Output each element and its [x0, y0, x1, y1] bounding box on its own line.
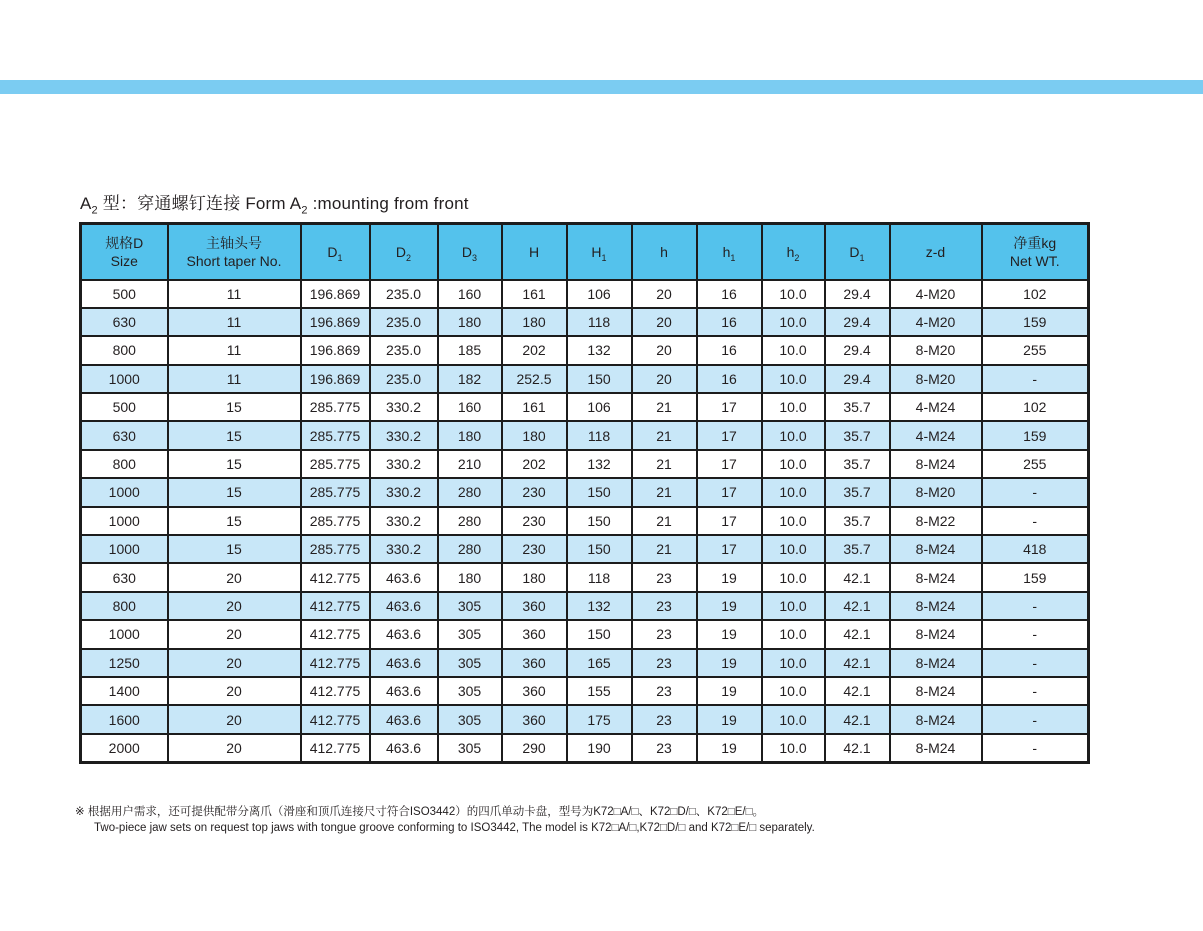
table-cell: 16: [697, 365, 762, 393]
table-cell: 11: [168, 280, 301, 308]
table-cell: 8-M24: [890, 734, 982, 762]
table-cell: 463.6: [370, 592, 438, 620]
table-cell: 2000: [81, 734, 168, 762]
table-cell: 19: [697, 592, 762, 620]
table-cell: 10.0: [762, 705, 825, 733]
table-cell: 23: [632, 705, 697, 733]
table-cell: 17: [697, 535, 762, 563]
table-row: [81, 592, 1089, 620]
table-cell: 330.2: [370, 450, 438, 478]
table-cell: 252.5: [502, 365, 567, 393]
table-cell: 35.7: [825, 421, 890, 449]
table-cell: 180: [438, 563, 502, 591]
table-cell: 10.0: [762, 450, 825, 478]
footnote-en: Two-piece jaw sets on request top jaws with tongue groove conforming to ISO3442, The model is K72□A/□,K72□D/□ and K72□E/□ separately.: [94, 822, 815, 834]
table-cell: 8-M24: [890, 592, 982, 620]
table-cell: 19: [697, 705, 762, 733]
table-cell: 4-M24: [890, 421, 982, 449]
table-cell: 159: [982, 308, 1089, 336]
table-cell: 21: [632, 450, 697, 478]
table-cell: -: [982, 507, 1089, 535]
table-cell: 10.0: [762, 421, 825, 449]
table-cell: 10.0: [762, 563, 825, 591]
table-cell: 180: [438, 308, 502, 336]
table-row: [81, 478, 1089, 506]
table-cell: 17: [697, 393, 762, 421]
table-cell: 800: [81, 592, 168, 620]
table-cell: 17: [697, 478, 762, 506]
table-cell: 305: [438, 677, 502, 705]
table-cell: 8-M24: [890, 677, 982, 705]
table-cell: 235.0: [370, 365, 438, 393]
table-cell: 196.869: [301, 280, 370, 308]
table-cell: 20: [168, 734, 301, 762]
table-cell: 150: [567, 507, 632, 535]
footnote: [75, 804, 815, 836]
table-cell: 412.775: [301, 677, 370, 705]
table-cell: 463.6: [370, 649, 438, 677]
table-cell: 10.0: [762, 308, 825, 336]
table-cell: -: [982, 365, 1089, 393]
table-cell: 23: [632, 592, 697, 620]
table-row: [81, 649, 1089, 677]
table-cell: 10.0: [762, 336, 825, 364]
table-cell: 412.775: [301, 620, 370, 648]
table-cell: 20: [632, 336, 697, 364]
table-cell: 102: [982, 393, 1089, 421]
table-cell: 16: [697, 308, 762, 336]
table-cell: 630: [81, 421, 168, 449]
table-cell: 360: [502, 592, 567, 620]
table-cell: 8-M24: [890, 649, 982, 677]
table-cell: 132: [567, 450, 632, 478]
table-cell: 280: [438, 478, 502, 506]
table-cell: 15: [168, 421, 301, 449]
table-cell: 132: [567, 336, 632, 364]
table-cell: 4-M20: [890, 280, 982, 308]
table-cell: -: [982, 649, 1089, 677]
table-cell: 305: [438, 734, 502, 762]
table-cell: 180: [502, 308, 567, 336]
table-cell: 8-M24: [890, 535, 982, 563]
table-cell: 305: [438, 649, 502, 677]
table-cell: 180: [502, 563, 567, 591]
column-header: 主轴头号 Short taper No.: [168, 224, 301, 280]
table-row: [81, 507, 1089, 535]
column-header: $H_1$: [567, 224, 632, 280]
table-cell: 10.0: [762, 393, 825, 421]
table-row: [81, 705, 1089, 733]
table-cell: 285.775: [301, 535, 370, 563]
table-cell: 330.2: [370, 393, 438, 421]
table-cell: 159: [982, 563, 1089, 591]
table-cell: 630: [81, 563, 168, 591]
table-cell: 8-M24: [890, 705, 982, 733]
table-cell: 1000: [81, 478, 168, 506]
column-header: $D_2$: [370, 224, 438, 280]
table-cell: 330.2: [370, 507, 438, 535]
table-cell: 800: [81, 450, 168, 478]
table-cell: 1400: [81, 677, 168, 705]
table-cell: 285.775: [301, 393, 370, 421]
table-cell: 8-M20: [890, 365, 982, 393]
table-cell: 230: [502, 535, 567, 563]
table-cell: 19: [697, 563, 762, 591]
table-cell: -: [982, 705, 1089, 733]
table-cell: 630: [81, 308, 168, 336]
table-cell: 21: [632, 507, 697, 535]
table-cell: 42.1: [825, 705, 890, 733]
table-cell: 155: [567, 677, 632, 705]
column-header: h: [632, 224, 697, 280]
table-cell: 190: [567, 734, 632, 762]
table-cell: 118: [567, 421, 632, 449]
table-cell: 150: [567, 620, 632, 648]
table-cell: 463.6: [370, 734, 438, 762]
table-cell: 20: [168, 677, 301, 705]
table-cell: 196.869: [301, 336, 370, 364]
table-cell: 42.1: [825, 734, 890, 762]
table-cell: 160: [438, 280, 502, 308]
table-cell: 10.0: [762, 535, 825, 563]
table-cell: 418: [982, 535, 1089, 563]
table-cell: 21: [632, 535, 697, 563]
table-cell: 280: [438, 535, 502, 563]
table-cell: 180: [438, 421, 502, 449]
table-cell: 19: [697, 620, 762, 648]
table-row: [81, 563, 1089, 591]
table-cell: 15: [168, 393, 301, 421]
table-cell: 10.0: [762, 592, 825, 620]
table-cell: 35.7: [825, 393, 890, 421]
table-cell: 20: [168, 620, 301, 648]
table-cell: 150: [567, 535, 632, 563]
table-cell: 360: [502, 705, 567, 733]
table-cell: 235.0: [370, 336, 438, 364]
table-row: [81, 620, 1089, 648]
table-cell: 11: [168, 308, 301, 336]
table-cell: 255: [982, 336, 1089, 364]
table-cell: 8-M22: [890, 507, 982, 535]
table-cell: 196.869: [301, 365, 370, 393]
spec-table-container: [79, 222, 1090, 764]
column-header: 规格D Size: [81, 224, 168, 280]
table-row: [81, 677, 1089, 705]
table-cell: 10.0: [762, 365, 825, 393]
table-row: [81, 308, 1089, 336]
table-cell: 29.4: [825, 365, 890, 393]
table-row: [81, 393, 1089, 421]
table-cell: 10.0: [762, 507, 825, 535]
table-cell: 161: [502, 393, 567, 421]
table-cell: 412.775: [301, 705, 370, 733]
table-cell: 11: [168, 365, 301, 393]
table-cell: 360: [502, 677, 567, 705]
table-cell: 1250: [81, 649, 168, 677]
column-header: $D_1$: [825, 224, 890, 280]
table-cell: 463.6: [370, 620, 438, 648]
table-cell: 15: [168, 450, 301, 478]
table-cell: 175: [567, 705, 632, 733]
spec-table-body: [81, 280, 1089, 763]
table-cell: 8-M24: [890, 450, 982, 478]
table-cell: 21: [632, 421, 697, 449]
table-row: [81, 365, 1089, 393]
table-cell: 102: [982, 280, 1089, 308]
table-row: [81, 734, 1089, 762]
table-cell: 160: [438, 393, 502, 421]
table-cell: 4-M24: [890, 393, 982, 421]
table-cell: 23: [632, 649, 697, 677]
table-cell: 21: [632, 393, 697, 421]
table-row: [81, 280, 1089, 308]
table-cell: 8-M20: [890, 478, 982, 506]
table-cell: 360: [502, 649, 567, 677]
table-cell: 500: [81, 393, 168, 421]
table-row: [81, 535, 1089, 563]
table-cell: 29.4: [825, 280, 890, 308]
table-cell: 11: [168, 336, 301, 364]
column-header: $h_2$: [762, 224, 825, 280]
table-cell: 305: [438, 620, 502, 648]
table-cell: 235.0: [370, 308, 438, 336]
page-title: $A_2$ 型：穿通螺钉连接 Form $A_2$ :mounting from front: [80, 194, 469, 217]
header-row: [81, 224, 1089, 280]
table-cell: 285.775: [301, 421, 370, 449]
table-cell: 330.2: [370, 421, 438, 449]
table-cell: 10.0: [762, 734, 825, 762]
table-cell: 21: [632, 478, 697, 506]
table-cell: 305: [438, 592, 502, 620]
table-cell: 10.0: [762, 649, 825, 677]
table-cell: 165: [567, 649, 632, 677]
table-cell: 10.0: [762, 677, 825, 705]
table-cell: 185: [438, 336, 502, 364]
table-cell: 42.1: [825, 677, 890, 705]
spec-table: [79, 222, 1090, 764]
table-row: [81, 421, 1089, 449]
table-cell: 255: [982, 450, 1089, 478]
table-cell: 15: [168, 478, 301, 506]
table-cell: 202: [502, 450, 567, 478]
table-cell: 150: [567, 365, 632, 393]
table-cell: 20: [632, 365, 697, 393]
table-cell: 35.7: [825, 535, 890, 563]
table-row: [81, 336, 1089, 364]
table-cell: 29.4: [825, 308, 890, 336]
table-cell: 290: [502, 734, 567, 762]
table-cell: 23: [632, 677, 697, 705]
table-cell: 19: [697, 734, 762, 762]
column-header: $D_3$: [438, 224, 502, 280]
table-cell: 305: [438, 705, 502, 733]
table-cell: 20: [168, 705, 301, 733]
table-cell: 463.6: [370, 677, 438, 705]
table-cell: 23: [632, 620, 697, 648]
table-cell: 412.775: [301, 734, 370, 762]
table-cell: 1000: [81, 507, 168, 535]
table-cell: 132: [567, 592, 632, 620]
column-header: z-d: [890, 224, 982, 280]
table-cell: 230: [502, 478, 567, 506]
table-cell: 182: [438, 365, 502, 393]
table-cell: 10.0: [762, 478, 825, 506]
table-cell: 280: [438, 507, 502, 535]
column-header: H: [502, 224, 567, 280]
table-cell: 159: [982, 421, 1089, 449]
column-header: $h_1$: [697, 224, 762, 280]
table-cell: -: [982, 478, 1089, 506]
table-cell: -: [982, 734, 1089, 762]
table-cell: 463.6: [370, 705, 438, 733]
table-cell: 210: [438, 450, 502, 478]
table-cell: 106: [567, 280, 632, 308]
table-cell: 10.0: [762, 620, 825, 648]
table-cell: 35.7: [825, 478, 890, 506]
table-cell: 20: [632, 308, 697, 336]
table-cell: 42.1: [825, 592, 890, 620]
table-cell: 23: [632, 563, 697, 591]
table-row: [81, 450, 1089, 478]
table-cell: 202: [502, 336, 567, 364]
table-cell: 23: [632, 734, 697, 762]
table-cell: 412.775: [301, 649, 370, 677]
table-cell: 4-M20: [890, 308, 982, 336]
table-cell: 19: [697, 677, 762, 705]
table-cell: 180: [502, 421, 567, 449]
table-cell: 42.1: [825, 620, 890, 648]
footnote-zh: ※ 根据用户需求，还可提供配带分离爪（滑座和顶爪连接尺寸符合ISO3442）的四爪单动卡盘，型号为K72□A/□、K72□D/□、K72□E/□。: [75, 806, 765, 818]
table-cell: 10.0: [762, 280, 825, 308]
table-cell: 17: [697, 450, 762, 478]
table-cell: 230: [502, 507, 567, 535]
table-cell: 118: [567, 563, 632, 591]
table-cell: 500: [81, 280, 168, 308]
table-cell: 196.869: [301, 308, 370, 336]
table-cell: 106: [567, 393, 632, 421]
table-cell: 35.7: [825, 450, 890, 478]
table-cell: 285.775: [301, 450, 370, 478]
table-cell: 412.775: [301, 563, 370, 591]
table-cell: 29.4: [825, 336, 890, 364]
table-cell: 1000: [81, 365, 168, 393]
table-cell: 42.1: [825, 649, 890, 677]
table-cell: 118: [567, 308, 632, 336]
table-cell: 1600: [81, 705, 168, 733]
table-cell: -: [982, 592, 1089, 620]
table-cell: 20: [168, 592, 301, 620]
table-cell: 20: [168, 563, 301, 591]
top-accent-stripe: [0, 80, 1203, 94]
table-cell: 8-M24: [890, 563, 982, 591]
table-cell: 20: [632, 280, 697, 308]
table-cell: 330.2: [370, 535, 438, 563]
table-cell: 42.1: [825, 563, 890, 591]
table-cell: -: [982, 620, 1089, 648]
table-cell: 235.0: [370, 280, 438, 308]
table-cell: 800: [81, 336, 168, 364]
table-cell: 16: [697, 336, 762, 364]
table-cell: 360: [502, 620, 567, 648]
table-cell: 285.775: [301, 478, 370, 506]
table-cell: 8-M24: [890, 620, 982, 648]
table-cell: 412.775: [301, 592, 370, 620]
table-cell: -: [982, 677, 1089, 705]
column-header: $D_1$: [301, 224, 370, 280]
table-cell: 161: [502, 280, 567, 308]
table-cell: 17: [697, 507, 762, 535]
table-cell: 150: [567, 478, 632, 506]
table-cell: 20: [168, 649, 301, 677]
table-cell: 463.6: [370, 563, 438, 591]
table-cell: 17: [697, 421, 762, 449]
table-cell: 330.2: [370, 478, 438, 506]
table-cell: 15: [168, 507, 301, 535]
table-cell: 15: [168, 535, 301, 563]
column-header: 净重kg Net WT.: [982, 224, 1089, 280]
table-cell: 19: [697, 649, 762, 677]
table-cell: 8-M20: [890, 336, 982, 364]
table-cell: 1000: [81, 620, 168, 648]
table-cell: 285.775: [301, 507, 370, 535]
table-cell: 1000: [81, 535, 168, 563]
table-cell: 35.7: [825, 507, 890, 535]
table-cell: 16: [697, 280, 762, 308]
